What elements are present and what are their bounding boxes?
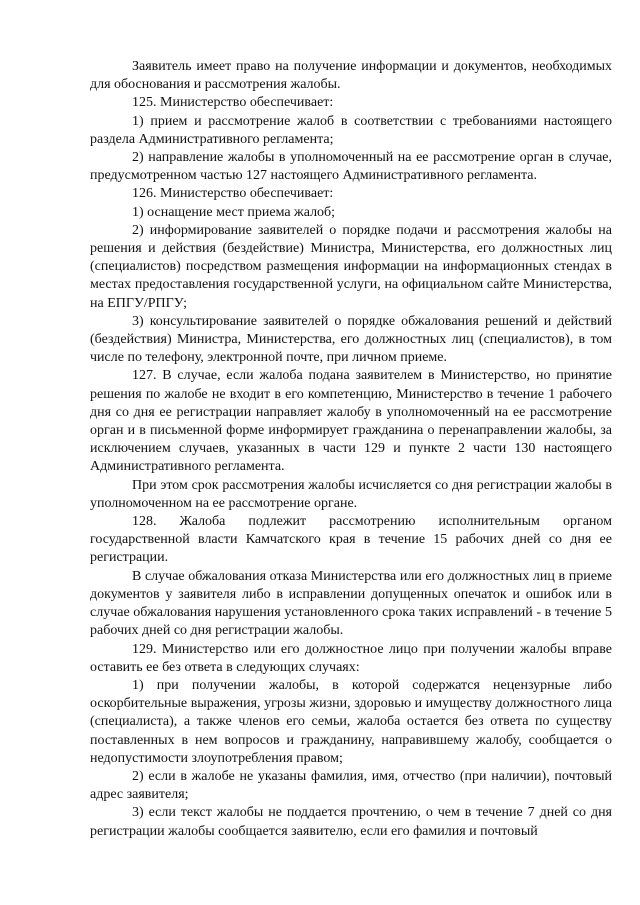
paragraph-127-term: При этом срок рассмотрения жалобы исчисляется со дня регистрации жалобы в уполномоченном на ее рассмотрение органе. (90, 477, 612, 511)
document-body (90, 58, 612, 841)
paragraph-126-item-2: 2) информирование заявителей о порядке подачи и рассмотрения жалобы на решения и действия (бездействие) Министра, Министерства, его должностных лиц (специалистов) посредством размещения информации на информационных стендах в местах предоставления государственной услуги, на официальном сайте Министерства, на ЕПГУ/РПГУ; (90, 222, 612, 311)
paragraph-126-heading: 126. Министерство обеспечивает: (132, 186, 334, 202)
paragraph-129-item-2: 2) если в жалобе не указаны фамилия, имя, отчество (при наличии), почтовый адрес заявителя; (90, 768, 612, 803)
paragraph-128-refusal: В случае обжалования отказа Министерства или его должностных лиц в приеме документов у заявителя либо в исправлении допущенных опечаток и ошибок или в случае обжалования нарушения установленного срока таких исправлений - в течение 5 рабочих дней со дня регистрации жалобы. (90, 568, 612, 639)
paragraph-128: 128. Жалоба подлежит рассмотрению исполнительным органом государственной власти Камчатского края в течение 15 рабочих дней со дня ее регистрации. (90, 514, 612, 566)
paragraph-127: 127. В случае, если жалоба подана заявителем в Министерство, но принятие решения по жалобе не входит в его компетенцию, Министерство в течение 1 рабочего дня со дня ее регистрации направляет жалобу в уполномоченный на ее рассмотрение орган и в письменной форме информирует гражданина о перенаправлении жалобы, за исключением случаев, указанных в части 129 и пункте 2 части 130 настоящего Административного регламента. (90, 368, 612, 475)
paragraph-125-heading: 125. Министерство обеспечивает: (132, 95, 334, 111)
paragraph-126-item-1: 1) оснащение мест приема жалоб; (132, 204, 336, 220)
paragraph-125-item-2: 2) направление жалобы в уполномоченный на ее рассмотрение орган в случае, предусмотренном частью 127 настоящего Административного регламента. (90, 150, 612, 184)
paragraph-125-item-1: 1) прием и рассмотрение жалоб в соответствии с требованиями настоящего раздела Административного регламента; (90, 113, 612, 147)
paragraph-129-heading: 129. Министерство или его должностное лицо при получении жалобы вправе оставить ее без ответа в следующих случаях: (90, 641, 612, 675)
paragraph-applicant-right: Заявитель имеет право на получение информации и документов, необходимых для обоснования и рассмотрения жалобы. (90, 59, 612, 93)
paragraph-126-item-3: 3) консультирование заявителей о порядке обжалования решений и действий (бездействия) Министра, Министерства, его должностных лиц (специалистов), в том числе по телефону, электронной почте, при личном приеме. (90, 313, 612, 366)
paragraph-129-item-3: 3) если текст жалобы не поддается прочтению, о чем в течение 7 дней со дня регистрации жалобы сообщается заявителю, если его фамилия и почтовый (90, 805, 612, 839)
paragraph-129-item-1: 1) при получении жалобы, в которой содержатся нецензурные либо оскорбительные выражения, угрозы жизни, здоровью и имуществу должностного лица (специалиста), а также членов его семьи, жалоба остается без ответа по существу поставленных в нем вопросов и гражданину, направившему жалобу, сообщается о недопустимости злоупотребления правом; (90, 677, 612, 766)
